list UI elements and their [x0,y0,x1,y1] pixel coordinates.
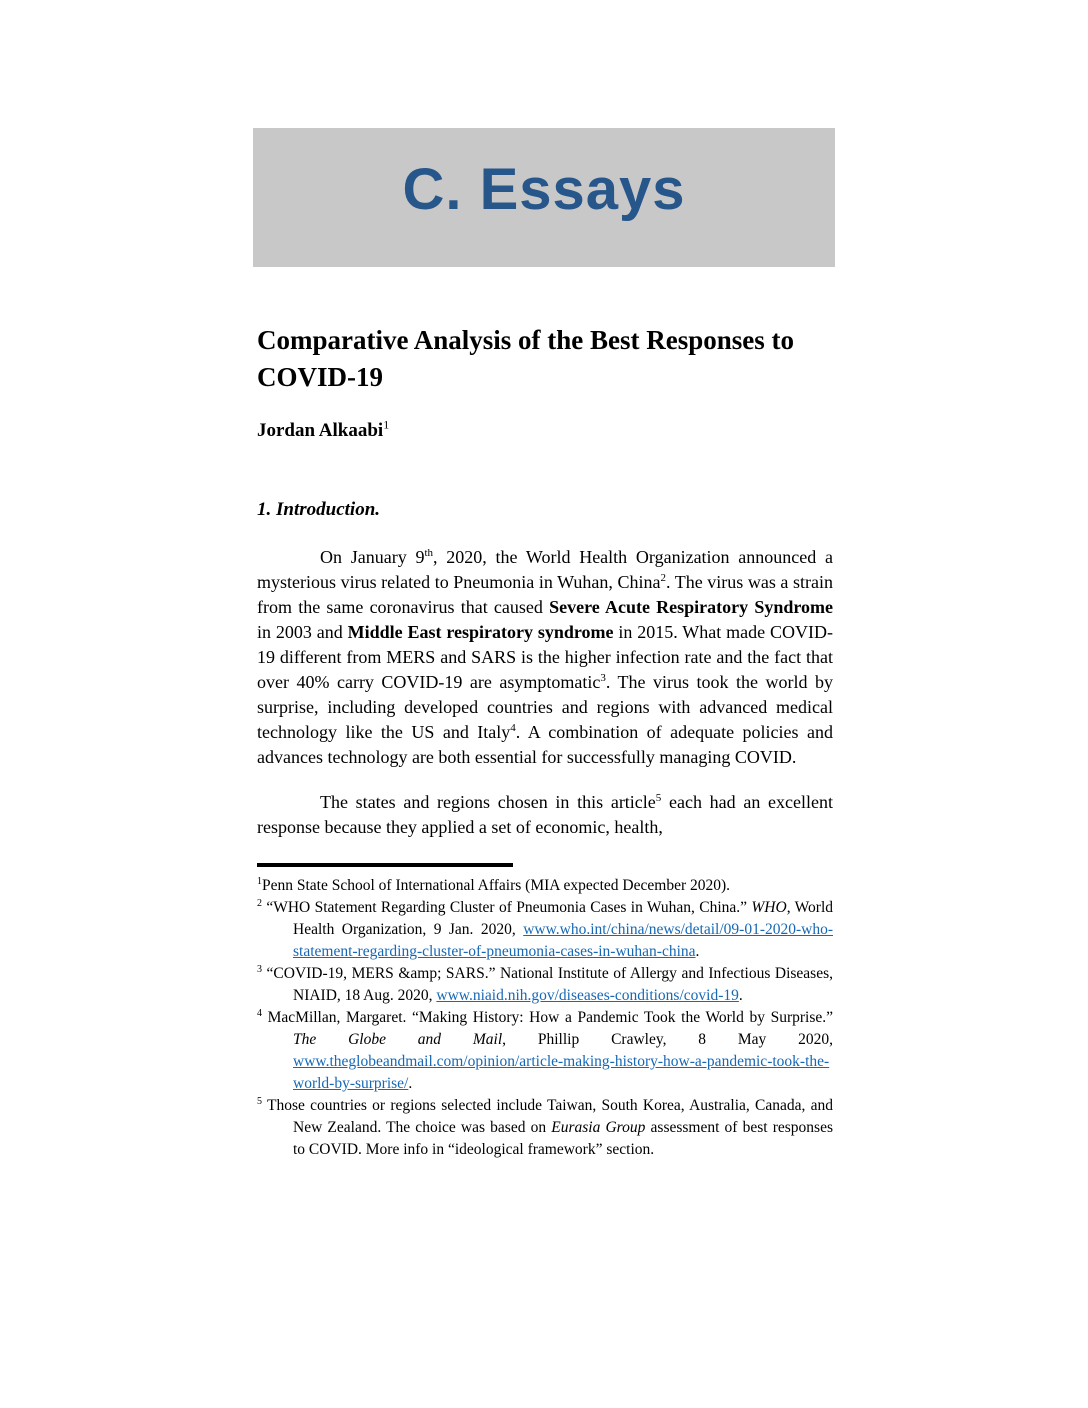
para1-text: . The virus was a strain from the same coronavirus that caused [257,572,833,617]
author-footnote-ref: 1 [383,417,390,432]
footnote-marker-3: 3 [257,963,262,975]
paragraph-2 [257,790,833,840]
footnote-4-link[interactable]: www.theglobeandmail.com/opinion/article-making-history-how-a-pandemic-took-the-world-by-surprise/ [293,1053,830,1092]
bold-term-mers: Middle East respiratory syndrome [347,622,614,642]
footnote-ref-5: 5 [655,792,662,804]
bold-term-sars: Severe Acute Respiratory Syndrome [549,597,833,617]
footnote-4-source: The Globe and Mail [293,1031,503,1048]
footnote-3-link[interactable]: www.niaid.nih.gov/diseases-conditions/covid-19 [436,987,739,1004]
footnote-ref-2: 2 [660,572,666,584]
footnote-1-text: Penn State School of International Affairs (MIA expected December 2020). [262,877,731,894]
footnote-ref-3: 3 [600,672,606,684]
footnote-5-source: Eurasia Group [551,1119,646,1136]
article-content [257,322,833,1161]
footnote-3-text: . [738,987,743,1004]
footnote-5-text: Those countries or regions selected include Taiwan, South Korea, Australia, Canada, and New Zealand. The choice was based on [262,1097,833,1136]
footnote-4-text: MacMillan, Margaret. “Making History: How a Pandemic Took the World by Surprise.” [262,1009,833,1026]
footnote-marker-4: 4 [257,1007,262,1019]
footnote-marker-1: 1 [257,875,262,887]
footnote-ref-4: 4 [510,722,516,734]
footnotes-block [257,875,833,1161]
footnote-2-link[interactable]: www.who.int/china/news/detail/09-01-2020-who-statement-regarding-cluster-of-pneumonia-cases-in-wuhan-china [293,921,833,960]
author-name: Jordan Alkaabi [257,420,384,441]
article-title: Comparative Analysis of the Best Responses to COVID-19 [257,325,794,392]
para2-text: each had an excellent response because they applied a set of economic, health, [257,792,833,837]
footnote-separator [257,863,513,867]
footnote-4-text: . [408,1075,413,1092]
para1-text: On January 9 [320,547,425,567]
para2-text: The states and regions chosen in this article [320,792,656,812]
footnote-4-text: , Phillip Crawley, 8 May 2020, [502,1031,833,1048]
footnote-marker-2: 2 [257,897,262,909]
section-banner [253,128,835,267]
paragraph-1 [257,545,833,770]
ordinal-superscript: th [424,547,434,559]
footnote-1 [257,875,833,897]
footnote-2-text: . [695,943,700,960]
para1-text: . A combination of adequate policies and advances technology are both essential for successfully managing COVID. [257,722,833,767]
footnote-4 [257,1007,833,1095]
footnote-2 [257,897,833,963]
section-heading: 1. Introduction. [257,499,381,520]
footnote-5 [257,1095,833,1161]
para1-text: , 2020, the World Health Organization announced a mysterious virus related to Pneumonia in Wuhan, China [257,547,833,592]
footnote-2-text: “WHO Statement Regarding Cluster of Pneumonia Cases in Wuhan, China.” [262,899,752,916]
para1-text: in 2003 and [257,622,348,642]
footnote-5-text: assessment of best responses to COVID. More info in “ideological framework” section. [293,1119,834,1158]
footnote-3 [257,963,833,1007]
footnote-2-text: , World Health Organization, 9 Jan. 2020, [293,899,833,938]
article-author [257,418,833,444]
section-banner-title: C. Essays [402,157,686,222]
footnote-2-source: WHO [751,899,787,916]
para1-text: in 2015. What made COVID-19 different from MERS and SARS is the higher infection rate and the fact that over 40% carry COVID-19 are asymptomatic [257,622,833,692]
footnote-marker-5: 5 [257,1095,262,1107]
footnote-3-text: “COVID-19, MERS &amp; SARS.” National Institute of Allergy and Infectious Diseases, NIAID, 18 Aug. 2020, [262,965,833,1004]
para1-text: . The virus took the world by surprise, including developed countries and regions with advanced medical technology like the US and Italy [257,672,833,742]
